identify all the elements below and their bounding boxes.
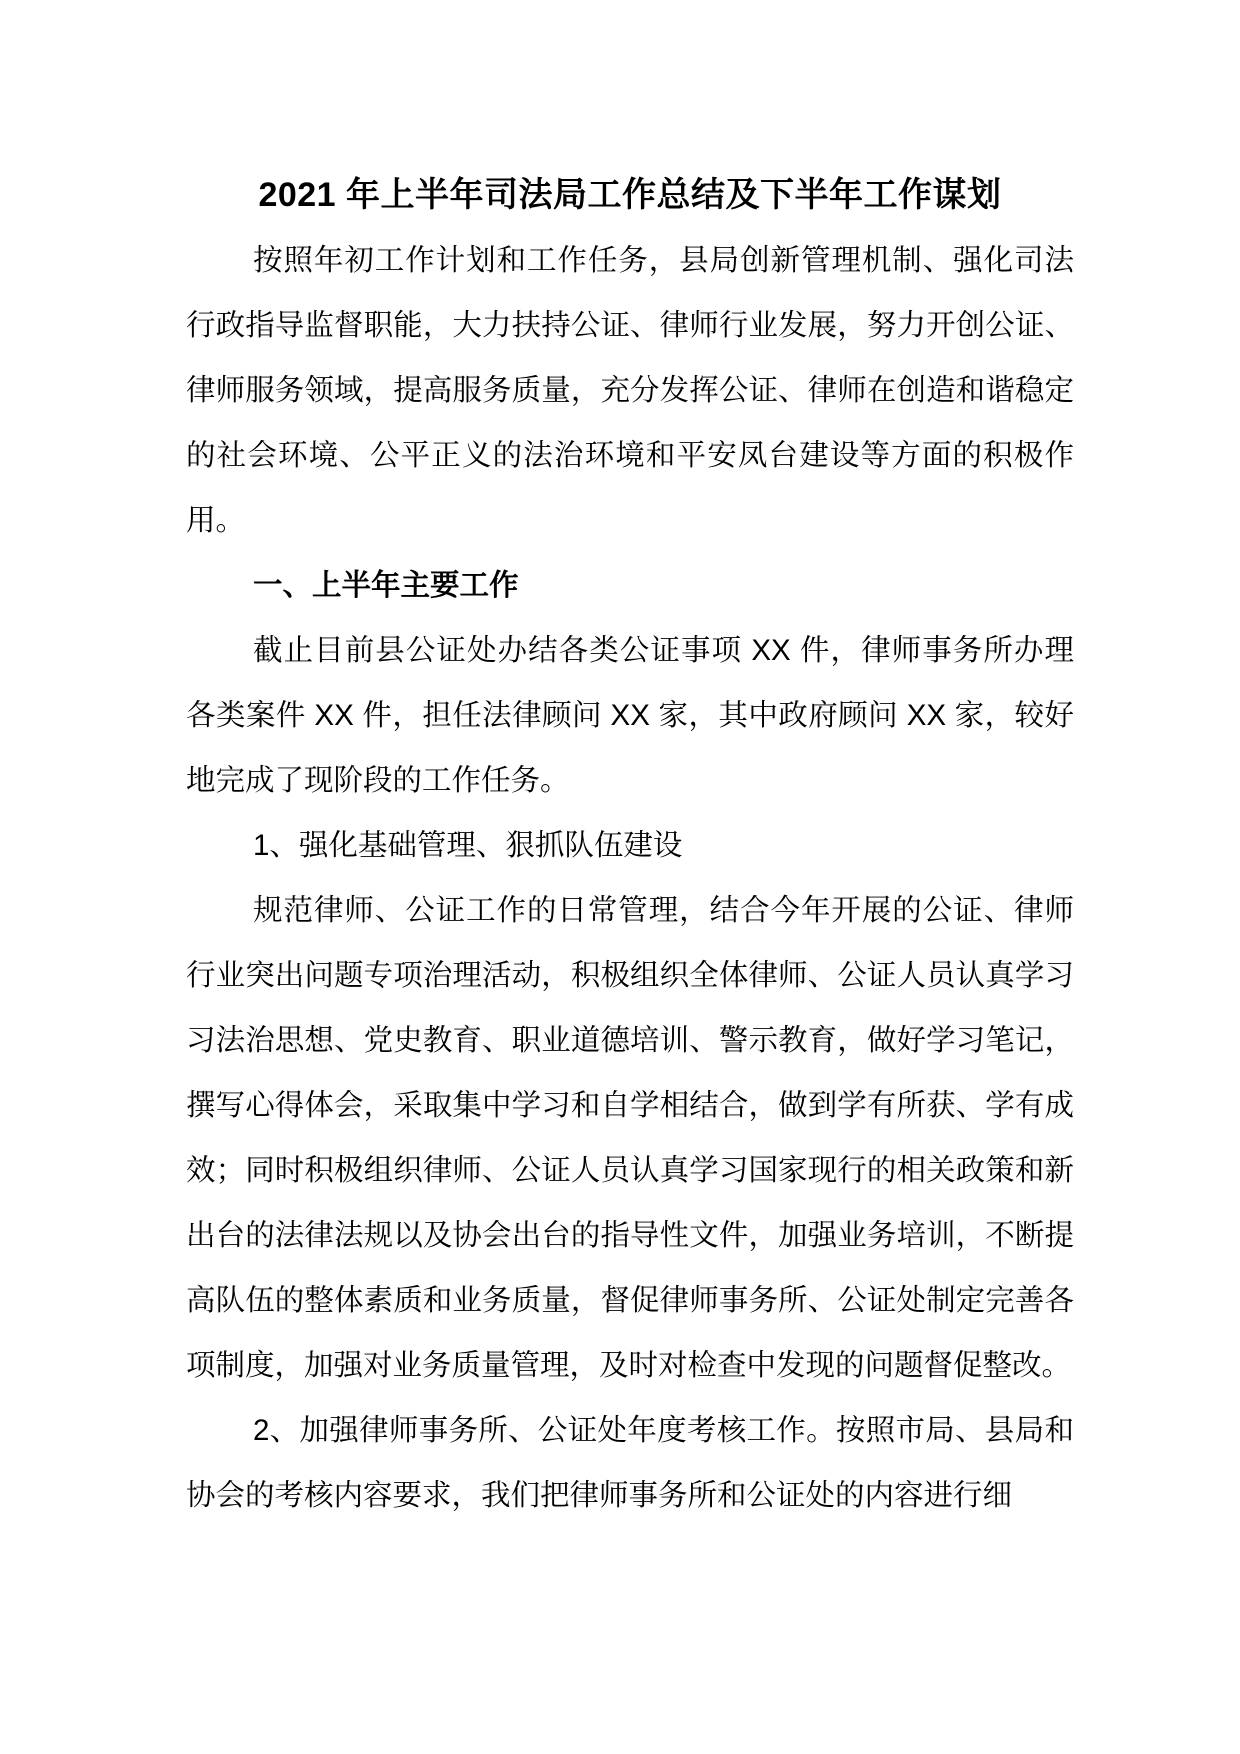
paragraph-subsection-2: 2、加强律师事务所、公证处年度考核工作。按照市局、县局和协会的考核内容要求，我们把律师事务所和公证处的内容进行细 (186, 1414, 1074, 1512)
section-heading-first-half-work: 一、上半年主要工作 (253, 569, 519, 602)
paragraph-subsection-1: 规范律师、公证工作的日常管理，结合今年开展的公证、律师行业突出问题专项治理活动，积极组织全体律师、公证人员认真学习习法治思想、党史教育、职业道德培训、警示教育，做好学习笔记，撰写心得体会，采取集中学习和自学相结合，做到学有所获、学有成效；同时积极组织律师、公证人员认真学习国家现行的相关政策和新出台的法律法规以及协会出台的指导性文件，加强业务培训，不断提高队伍的整体素质和业务质量，督促律师事务所、公证处制定完善各项制度，加强对业务质量管理，及时对检查中发现的问题督促整改。 (186, 894, 1074, 1382)
paragraph-section-overview: 截止目前县公证处办结各类公证事项 XX 件，律师事务所办理各类案件 XX 件，担任法律顾问 XX 家，其中政府顾问 XX 家，较好地完成了现阶段的工作任务。 (186, 634, 1074, 797)
subsection-heading-1: 1、强化基础管理、狠抓队伍建设 (253, 829, 683, 862)
document-title: 2021 年上半年司法局工作总结及下半年工作谋划 (258, 176, 1002, 214)
paragraph-intro: 按照年初工作计划和工作任务，县局创新管理机制、强化司法行政指导监督职能，大力扶持公证、律师行业发展，努力开创公证、律师服务领域，提高服务质量，充分发挥公证、律师在创造和谐稳定的社会环境、公平正义的法治环境和平安凤台建设等方面的积极作用。 (186, 244, 1074, 537)
